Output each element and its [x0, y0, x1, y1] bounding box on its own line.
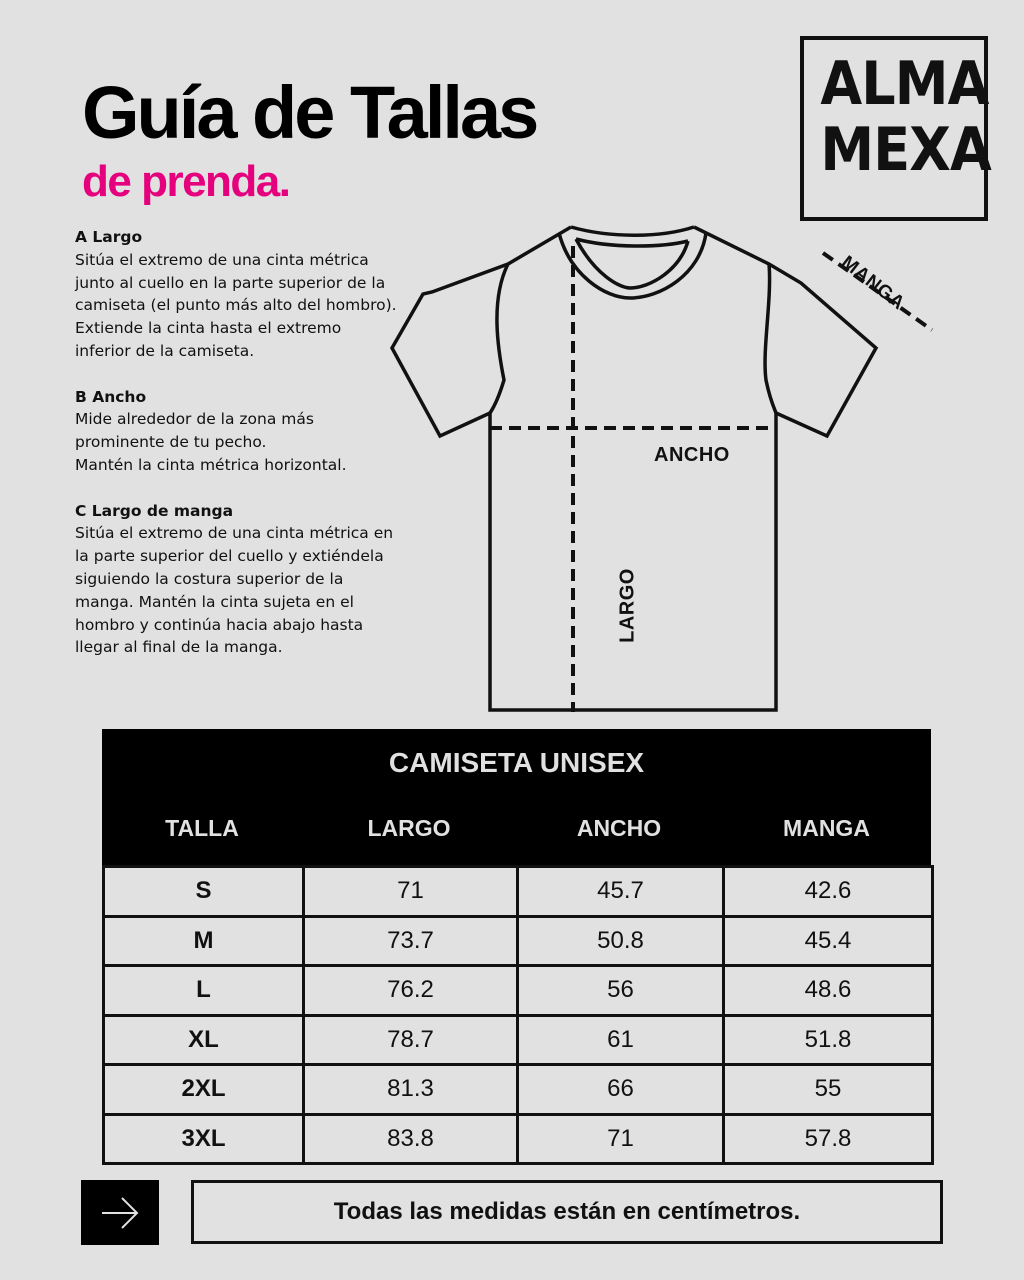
- table-row: [104, 1114, 933, 1164]
- instruction-line: camiseta (el punto más alto del hombro).: [75, 296, 397, 315]
- instruction-line: inferior de la camiseta.: [75, 341, 255, 360]
- size-table: [102, 729, 931, 1165]
- instruction-line: prominente de tu pecho.: [75, 433, 267, 452]
- instruction-line: Sitúa el extremo de una cinta métrica en: [75, 524, 394, 543]
- brand-logo: [800, 36, 991, 221]
- manga-cell: 48.6: [724, 966, 933, 1016]
- largo-cell: 71: [304, 867, 518, 917]
- table-row: [104, 867, 933, 917]
- instruction-heading: B Ancho: [75, 387, 147, 406]
- manga-cell: 57.8: [724, 1114, 933, 1164]
- ancho-label: ANCHO: [654, 444, 730, 466]
- column-header-ancho: ANCHO: [576, 815, 662, 841]
- largo-cell: 81.3: [304, 1065, 518, 1115]
- largo-cell: 83.8: [304, 1114, 518, 1164]
- instruction-heading: A Largo: [75, 228, 143, 246]
- instruction-heading: C Largo de manga: [75, 501, 234, 520]
- instruction-line: Mide alrededor de la zona más: [75, 410, 314, 429]
- largo-cell: 76.2: [304, 966, 518, 1016]
- page-title: Guía de Tallas: [82, 71, 537, 154]
- size-table-body: [102, 865, 934, 1165]
- next-arrow-button[interactable]: [81, 1180, 159, 1245]
- instruction-line: manga. Mantén la cinta sujeta en el: [75, 592, 354, 611]
- page-subtitle: de prenda.: [82, 157, 290, 206]
- ancho-cell: 45.7: [518, 867, 724, 917]
- tshirt-outline-icon: [380, 220, 950, 720]
- size-cell: S: [104, 867, 304, 917]
- largo-cell: 73.7: [304, 916, 518, 966]
- instruction-line: Sitúa el extremo de una cinta métrica: [75, 250, 369, 269]
- column-headers: [102, 815, 931, 842]
- ancho-cell: 56: [518, 966, 724, 1016]
- logo-line-2: MEXA: [820, 115, 991, 185]
- instruction-line: llegar al final de la manga.: [75, 638, 283, 657]
- largo-label: LARGO: [616, 568, 639, 643]
- ancho-cell: 61: [518, 1015, 724, 1065]
- size-cell: XL: [104, 1015, 304, 1065]
- ancho-cell: 71: [518, 1114, 724, 1164]
- instruction-line: siguiendo la costura superior de la: [75, 569, 344, 588]
- tshirt-diagram: [380, 220, 950, 720]
- units-note: Todas las medidas están en centímetros.: [191, 1180, 943, 1244]
- column-header-largo: LARGO: [367, 815, 451, 841]
- size-cell: 3XL: [104, 1114, 304, 1164]
- table-row: [104, 916, 933, 966]
- column-header-talla: TALLA: [165, 815, 239, 841]
- size-cell: L: [104, 966, 304, 1016]
- instruction-line: junto al cuello en la parte superior de la: [75, 273, 386, 292]
- ancho-cell: 50.8: [518, 916, 724, 966]
- instruction-line: hombro y continúa hacia abajo hasta: [75, 615, 364, 634]
- column-header-manga: MANGA: [783, 815, 870, 841]
- arrow-right-icon: [100, 1195, 140, 1231]
- largo-cell: 78.7: [304, 1015, 518, 1065]
- size-table-header: [102, 729, 931, 865]
- table-row: [104, 1015, 933, 1065]
- instruction-line: Mantén la cinta métrica horizontal.: [75, 455, 347, 474]
- ancho-cell: 66: [518, 1065, 724, 1115]
- manga-cell: 51.8: [724, 1015, 933, 1065]
- logo-line-1: ALMA: [820, 49, 989, 119]
- instruction-line: Extiende la cinta hasta el extremo: [75, 319, 342, 338]
- size-cell: 2XL: [104, 1065, 304, 1115]
- manga-cell: 55: [724, 1065, 933, 1115]
- table-row: [104, 1065, 933, 1115]
- instruction-line: la parte superior del cuello y extiéndela: [75, 547, 384, 566]
- manga-cell: 42.6: [724, 867, 933, 917]
- manga-label: MANGA: [837, 252, 909, 315]
- size-table-title: CAMISETA UNISEX: [388, 747, 645, 778]
- size-cell: M: [104, 916, 304, 966]
- table-row: [104, 966, 933, 1016]
- manga-cell: 45.4: [724, 916, 933, 966]
